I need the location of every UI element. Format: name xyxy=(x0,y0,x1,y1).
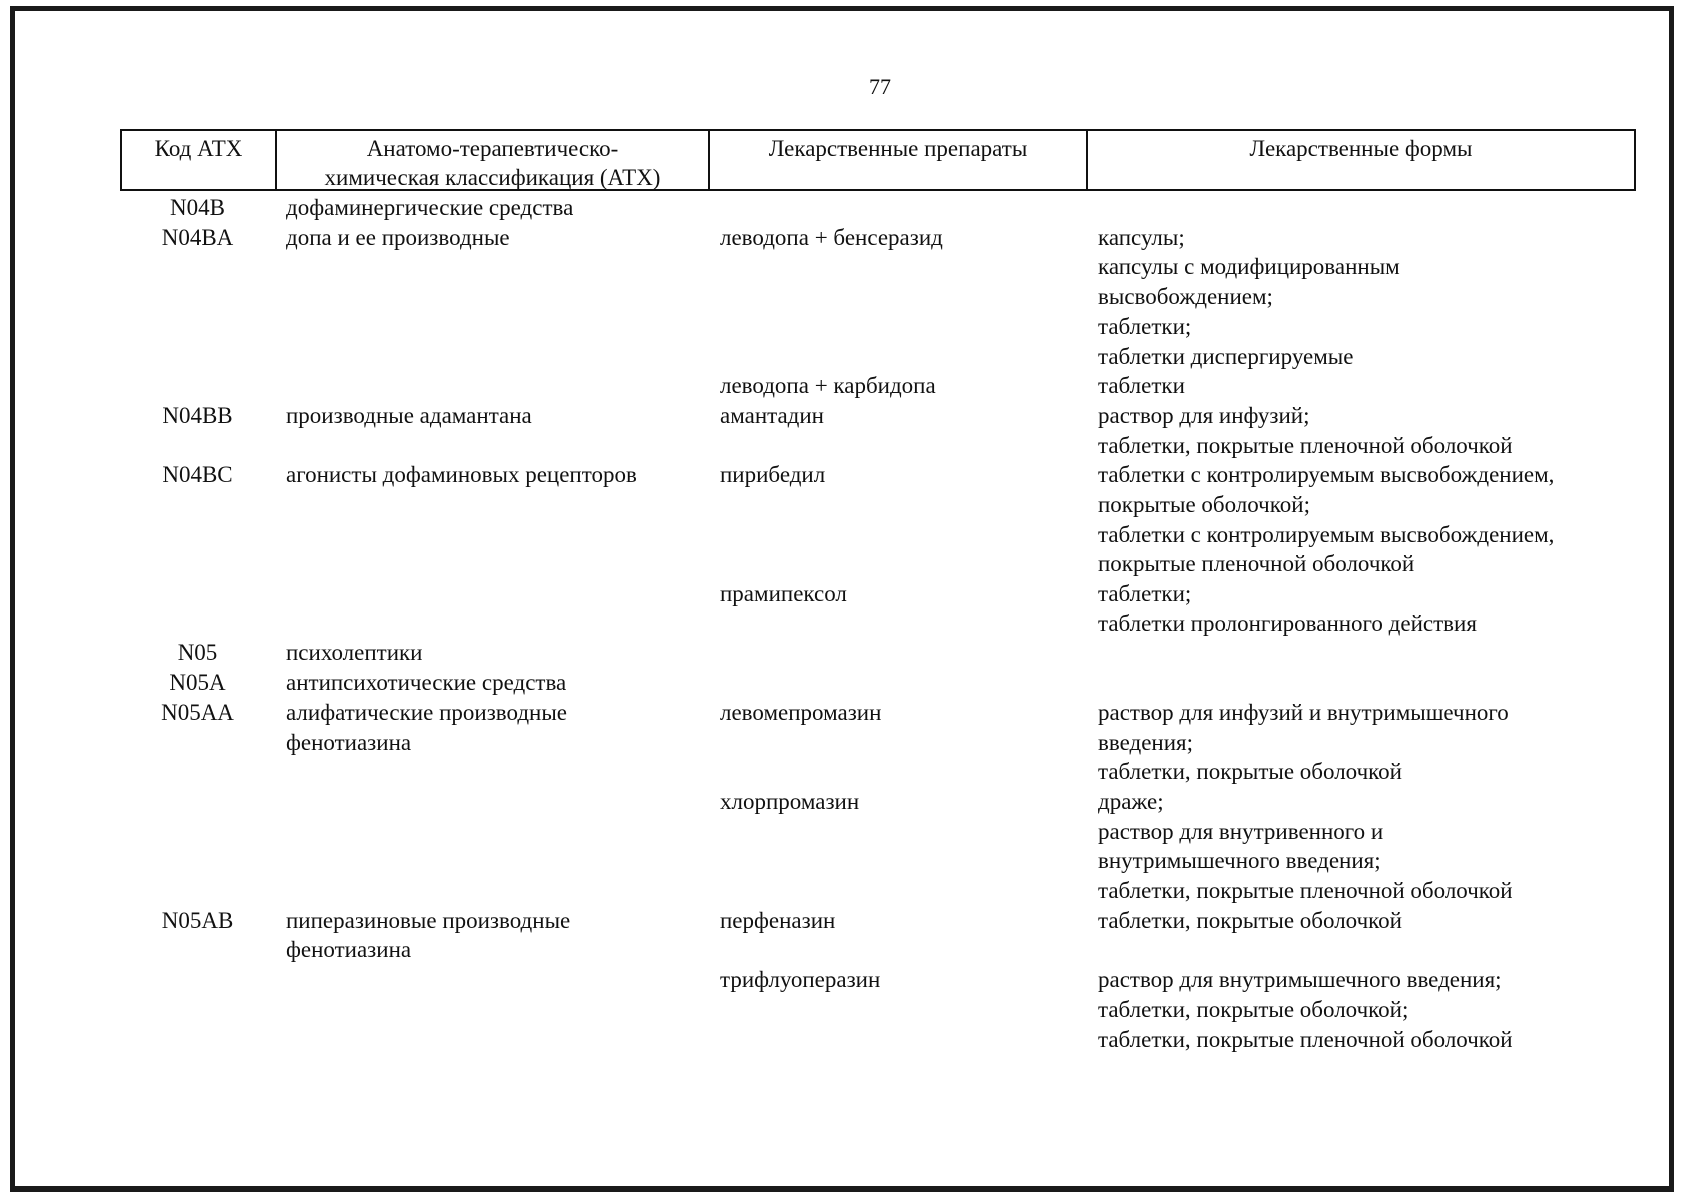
page-number: 77 xyxy=(869,74,891,99)
row-dosage-forms: раствор для инфузий; таблетки, покрытые пленочной оболочкой xyxy=(1098,402,1513,458)
row-code: N04BA xyxy=(161,224,234,250)
row-drug-name: трифлуоперазин xyxy=(720,967,881,993)
row-code: N04B xyxy=(170,195,225,220)
row-drug-name: перфеназин xyxy=(720,907,836,933)
row-dosage-forms: таблетки xyxy=(1098,373,1185,399)
table-row xyxy=(120,965,1636,1054)
row-drug-name: прамипексол xyxy=(720,581,847,607)
row-code: N05AB xyxy=(161,907,234,933)
header-atc-classification: Анатомо-терапевтическо- химическая классификация (АТХ) xyxy=(277,131,710,189)
row-code: N04BC xyxy=(162,462,233,488)
header-drugs: Лекарственные препараты xyxy=(710,131,1088,189)
row-dosage-forms: раствор для инфузий и внутримышечного введения; таблетки, покрытые оболочкой xyxy=(1098,699,1509,785)
table-row xyxy=(120,698,1636,787)
row-drug-name: леводопа + бенсеразид xyxy=(720,224,943,250)
table-row xyxy=(120,668,1636,698)
row-code: N05 xyxy=(177,640,218,666)
row-code: N05A xyxy=(169,670,226,696)
row-atc-name: пиперазиновые производные фенотиазина xyxy=(286,907,571,963)
row-dosage-forms: раствор для внутримышечного введения; таблетки, покрытые оболочкой; таблетки, покрытые пленочной оболочкой xyxy=(1098,967,1513,1052)
row-drug-name: амантадин xyxy=(720,402,824,428)
table-row xyxy=(120,787,1636,906)
row-dosage-forms: таблетки, покрытые оболочкой xyxy=(1098,907,1402,933)
table-row xyxy=(120,193,1636,223)
row-code: N04BB xyxy=(162,402,233,428)
row-dosage-forms: таблетки; таблетки пролонгированного действия xyxy=(1098,581,1477,636)
table-row xyxy=(120,638,1636,668)
table-header xyxy=(120,129,1636,191)
row-dosage-forms: таблетки с контролируемым высвобождением, покрытые оболочкой; таблетки с контролируемым высвобождением, покрытые пленочной оболочкой xyxy=(1098,462,1555,577)
table-row xyxy=(120,579,1636,638)
row-atc-name: агонисты дофаминовых рецепторов xyxy=(286,462,637,488)
row-drug-name: леводопа + карбидопа xyxy=(720,373,936,399)
row-atc-name: алифатические производные фенотиазина xyxy=(286,699,567,755)
header-code: Код АТХ xyxy=(122,131,277,189)
table-row xyxy=(120,223,1636,372)
row-atc-name: производные адамантана xyxy=(286,402,532,428)
table-row xyxy=(120,460,1636,579)
row-drug-name: пирибедил xyxy=(720,462,826,488)
table-row xyxy=(120,401,1636,460)
row-atc-name: антипсихотические средства xyxy=(286,670,567,696)
row-atc-name: психолептики xyxy=(286,640,423,666)
row-drug-name: хлорпромазин xyxy=(720,788,860,814)
table-body xyxy=(120,193,1636,1054)
row-atc-name: допа и ее производные xyxy=(286,224,510,250)
table-row xyxy=(120,906,1636,965)
row-dosage-forms: капсулы; капсулы с модифицированным высвобождением; таблетки; таблетки диспергируемые xyxy=(1098,224,1400,369)
row-drug-name: левомепромазин xyxy=(720,699,882,725)
row-dosage-forms: драже; раствор для внутривенного и внутримышечного введения; таблетки, покрытые пленочной оболочкой xyxy=(1098,788,1513,904)
row-code: N05AA xyxy=(161,699,234,725)
header-forms: Лекарственные формы xyxy=(1249,136,1473,161)
table-row xyxy=(120,371,1636,401)
row-atc-name: дофаминергические средства xyxy=(286,195,574,220)
